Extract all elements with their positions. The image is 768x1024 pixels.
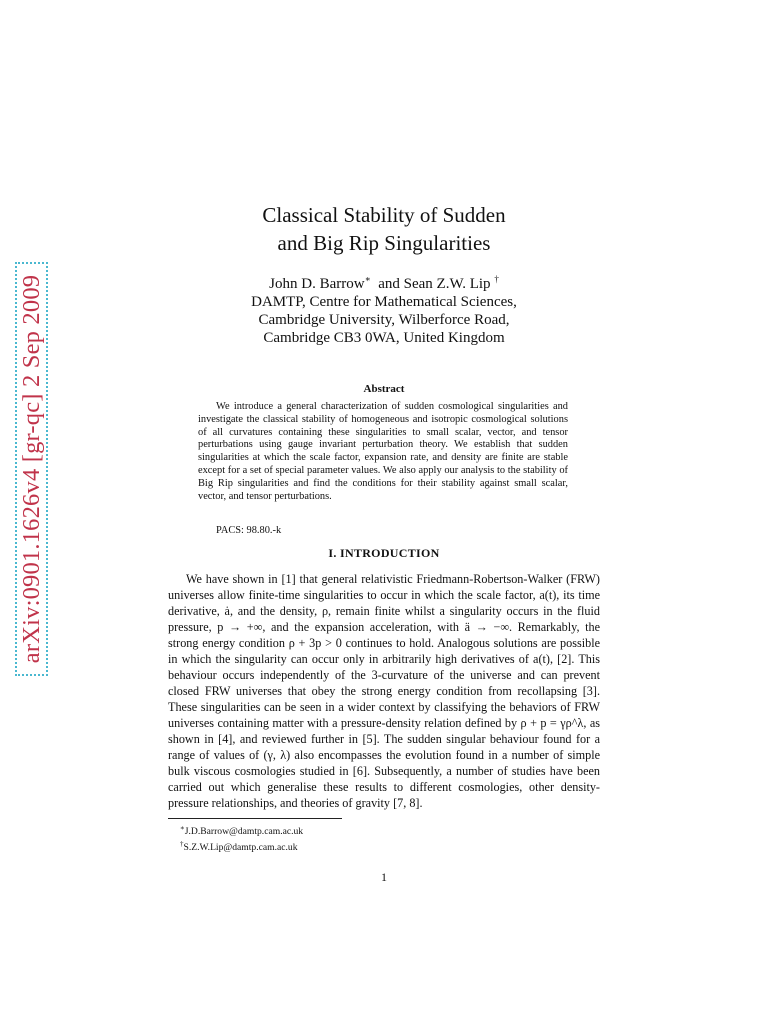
title-line-1: Classical Stability of Sudden (262, 203, 506, 227)
author-1: John D. Barrow (269, 276, 365, 292)
affiliation-line: Cambridge University, Wilberforce Road, (258, 312, 510, 328)
paper-title (168, 201, 600, 257)
author-connector: and (378, 276, 400, 292)
footnote-1-email: J.D.Barrow@damtp.cam.ac.uk (184, 826, 304, 838)
footnote-divider (168, 818, 342, 819)
author-2-footnote-mark: † (494, 274, 499, 284)
affiliation-line: DAMTP, Centre for Mathematical Sciences, (251, 294, 517, 310)
author-2: Sean Z.W. Lip (403, 276, 491, 292)
pacs-code: PACS: 98.80.-k (216, 525, 282, 536)
arxiv-stamp-text: arXiv:0901.1626v4 [gr-qc] 2 Sep 2009 (17, 274, 45, 664)
footnotes (180, 822, 303, 854)
footnote-1 (180, 822, 303, 838)
footnote-1-mark: ∗ (180, 824, 185, 832)
abstract-text: We introduce a general characterization of sudden cosmological singularities and investigate the classical stability of homogeneous and isotropic cosmological solutions of all curvatures containing these singularities to small scalar, vector, and tensor perturbations using gauge invariant perturbation theory. We establish that sudden singularities at which the scale factor, expansion rate, and density are finite are stable except for a set of special parameter values. We also apply our analysis to the stability of Big Rip singularities and find the conditions for their stability against small scalar, vector, and tensor perturbations. (198, 401, 568, 502)
author-block (168, 270, 600, 347)
page-number: 1 (381, 870, 387, 884)
title-line-2: and Big Rip Singularities (277, 231, 491, 255)
affiliation-line: Cambridge CB3 0WA, United Kingdom (263, 330, 505, 346)
arxiv-stamp (15, 262, 48, 676)
author-1-footnote-mark: ∗ (364, 274, 371, 284)
abstract-heading: Abstract (363, 383, 405, 395)
footnote-2 (180, 838, 303, 854)
author-line (168, 270, 600, 293)
introduction-paragraph: We have shown in [1] that general relativistic Friedmann-Robertson-Walker (FRW) universes allow finite-time singularities to occur in which the scale factor, a(t), its time derivative, ȧ, and the density, ρ, remain finite whilst a singularity occurs in the fluid pressure, p → +∞, and the expansion acceleration, with ä → −∞. Remarkably, the strong energy condition ρ + 3p > 0 continues to hold. Analogous solutions are possible in which the singularity can occur only in arbitrarily high derivatives of a(t), [2]. This behaviour occurs independently of the 3-curvature of the universe and can prevent closed FRW universes that obey the strong energy condition from recollapsing [3]. These singularities can be seen in a wider context by classifying the behaviors of FRW universes containing matter with a pressure-density relation defined by ρ + p = γρ^λ, as shown in [4], and reviewed further in [5]. The sudden singular behaviour found for a range of values of (γ, λ) also encompasses the evolution found in a number of simple bulk viscous cosmologies studied in [6]. Subsequently, a number of studies have been carried out which generalise these results to different cosmologies, other density-pressure relationships, and theories of gravity [7, 8]. (168, 572, 600, 810)
footnote-2-email: S.Z.W.Lip@damtp.cam.ac.uk (183, 842, 298, 854)
footnote-2-mark: † (180, 840, 184, 849)
section-heading: I. INTRODUCTION (328, 546, 440, 560)
